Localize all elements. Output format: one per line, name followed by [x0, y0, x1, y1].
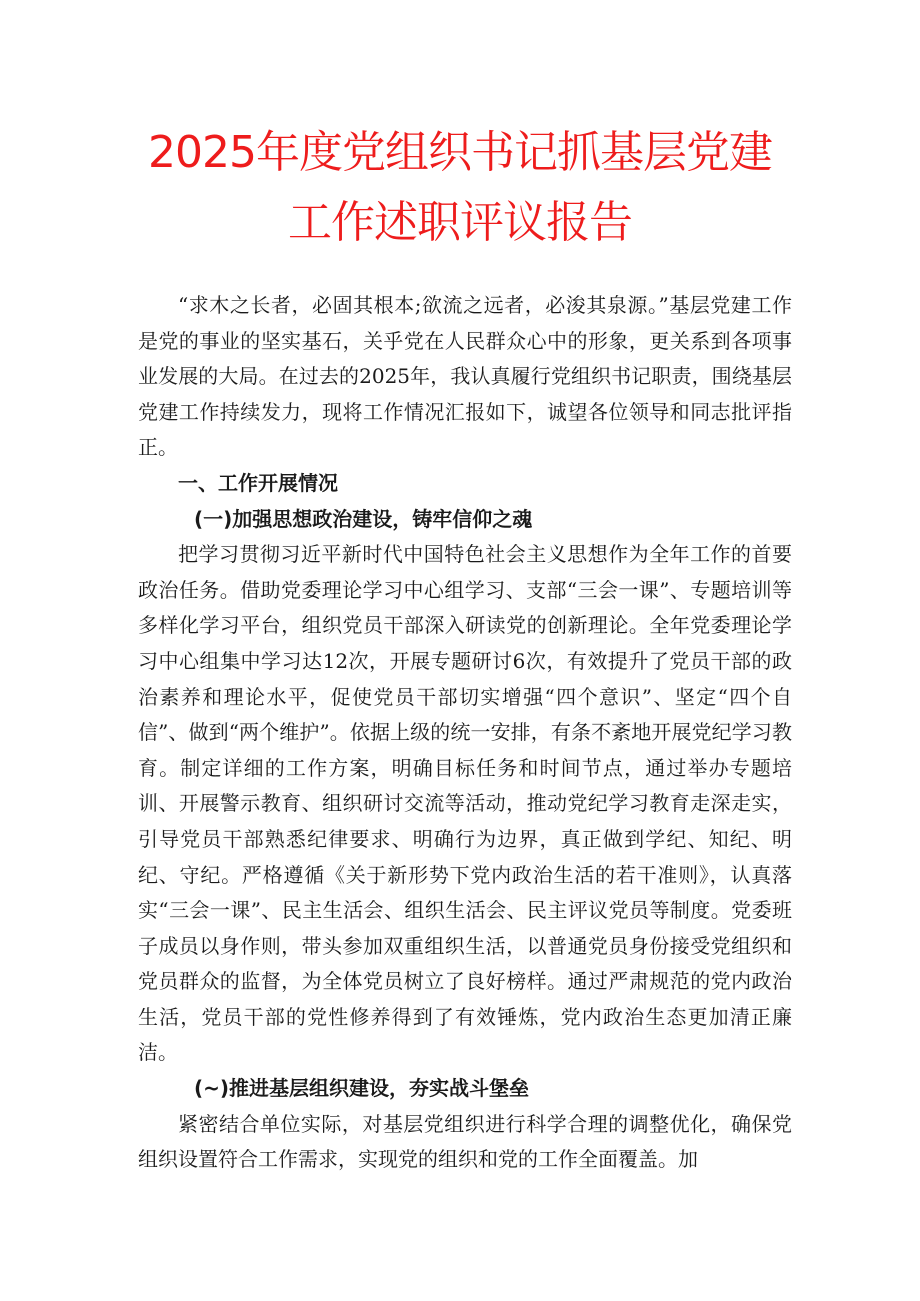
subsection-heading-2: (~)推进基层组织建设，夯实战斗堡垒	[194, 1076, 530, 1101]
intro-paragraph: “求木之长者，必固其根本;欲流之远者，必浚其泉源。”基层党建工作是党的事业的坚实基石，关乎党在人民群众心中的形象，更关系到各项事业发展的大局。在过去的2025年，我认真履行党组织书记职责，围绕基层党建工作持续发力，现将工作情况汇报如下，诚望各位领导和同志批评指正。	[138, 293, 792, 460]
document-body	[138, 288, 792, 1178]
document-title-line-1: 2025年度党组织书记抓基层党建	[148, 127, 772, 178]
subsection-heading-1: (一)加强思想政治建设，铸牢信仰之魂	[194, 506, 533, 531]
document-title-line-2: 工作述职评议报告	[288, 197, 632, 248]
subsection-1-paragraph: 把学习贯彻习近平新时代中国特色社会主义思想作为全年工作的首要政治任务。借助党委理论学习中心组学习、支部“三会一课”、专题培训等多样化学习平台，组织党员干部深入研读党的创新理论。全年党委理论学习中心组集中学习达12次，开展专题研讨6次，有效提升了党员干部的政治素养和理论水平，促使党员干部切实增强“四个意识”、坚定“四个自信”、做到“两个维护”。依据上级的统一安排，有条不紊地开展党纪学习教育。制定详细的工作方案，明确目标任务和时间节点，通过举办专题培训、开展警示教育、组织研讨交流等活动，推动党纪学习教育走深走实，引导党员干部熟悉纪律要求、明确行为边界，真正做到学纪、知纪、明纪、守纪。严格遵循《关于新形势下党内政治生活的若干准则》，认真落实“三会一课”、民主生活会、组织生活会、民主评议党员等制度。党委班子成员以身作则，带头参加双重组织生活，以普通党员身份接受党组织和党员群众的监督，为全体党员树立了良好榜样。通过严肃规范的党内政治生活，党员干部的党性修养得到了有效锤炼，党内政治生态更加清正廉洁。	[138, 542, 792, 1065]
section-heading-1: 一、工作开展情况	[178, 470, 338, 495]
subsection-2-paragraph: 紧密结合单位实际，对基层党组织进行科学合理的调整优化，确保党组织设置符合工作需求，实现党的组织和党的工作全面覆盖。加	[138, 1111, 792, 1172]
